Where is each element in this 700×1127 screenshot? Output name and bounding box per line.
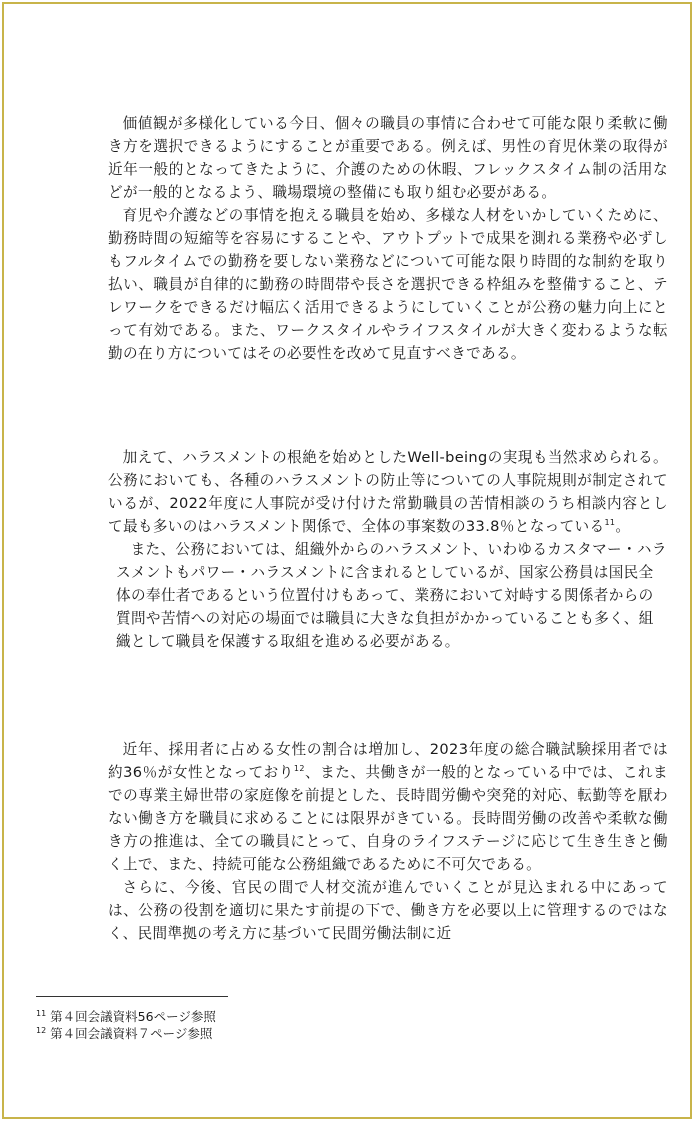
paragraph: さらに、今後、官民の間で人材交流が進んでいくことが見込まれる中にあっては、公務の役割を適切に果たす前提の下で、働き方を必要以上に管理するのではなく、民間準拠の考え方に基づいて民間労働法制に近 [108, 879, 668, 942]
body-block-2 [108, 446, 668, 653]
document-page [2, 2, 692, 1119]
footnote-ref: 12 [293, 764, 305, 774]
body-block-1 [108, 112, 668, 365]
paragraph-end: 。 [615, 518, 631, 535]
footnote-text: 第４回会議資料56ページ参照 [50, 1009, 216, 1024]
body-block-3 [108, 738, 668, 945]
paragraph-text: 加えて、ハラスメントの根絶を始めとしたWell-beingの実現も当然求められる。公務においても、各種のハラスメントの防止等についての人事院規則が制定されているが、2022年度に人事院が受け付けた常勤職員の苦情相談のうち相談内容として最も多いのはハラスメント関係で、全体の事案数の33.8％となっている [108, 449, 668, 535]
footnote-divider [36, 996, 228, 997]
paragraph: また、公務においては、組織外からのハラスメント、いわゆるカスタマー・ハラスメントもパワー・ハラスメントに含まれるとしているが、国家公務員は国民全体の奉仕者であるという位置付けもあって、業務において対峙する関係者からの質問や苦情への対応の場面では職員に大きな負担がかかっていることも多く、組織として職員を保護する取組を進める必要がある。 [116, 541, 667, 650]
footnote-number: 12 [36, 1025, 47, 1035]
paragraph-text: 近年、採用者に占める女性の割合は増加し、2023年度の総合職試験採用者では約36％が女性となっており [108, 741, 668, 781]
paragraph-text: 、また、共働きが一般的となっている中では、これまでの専業主婦世帯の家庭像を前提とした、長時間労働や突発的対応、転勤等を厭わない働き方を職員に求めることには限界がきている。長時間労働の改善や柔軟な働き方の推進は、全ての職員にとって、自身のライフステージに応じて生き生きと働く上で、また、持続可能な公務組織であるために不可欠である。 [108, 764, 668, 873]
footnote-text: 第４回会議資料７ページ参照 [50, 1026, 213, 1041]
paragraph [108, 446, 668, 538]
footnote [36, 1025, 216, 1042]
paragraph [108, 738, 668, 876]
footnote [36, 1008, 216, 1025]
paragraph: 育児や介護などの事情を抱える職員を始め、多様な人材をいかしていくために、勤務時間の短縮等を容易にすることや、アウトプットで成果を測れる業務や必ずしもフルタイムでの勤務を要しない業務などについて可能な限り時間的な制約を取り払い、職員が自律的に勤務の時間帯や長さを選択できる枠組みを整備すること、テレワークをできるだけ幅広く活用できるようにしていくことが公務の魅力向上にとって有効である。また、ワークスタイルやライフスタイルが大きく変わるような転勤の在り方についてはその必要性を改めて見直すべきである。 [108, 207, 668, 362]
paragraph: 価値観が多様化している今日、個々の職員の事情に合わせて可能な限り柔軟に働き方を選択できるようにすることが重要である。例えば、男性の育児休業の取得が近年一般的となってきたように、介護のための休暇、フレックスタイム制の活用などが一般的となるよう、職場環境の整備にも取り組む必要がある。 [108, 115, 668, 201]
footnote-ref: 11 [604, 518, 616, 528]
footnotes [36, 1008, 216, 1042]
footnote-number: 11 [36, 1008, 47, 1018]
